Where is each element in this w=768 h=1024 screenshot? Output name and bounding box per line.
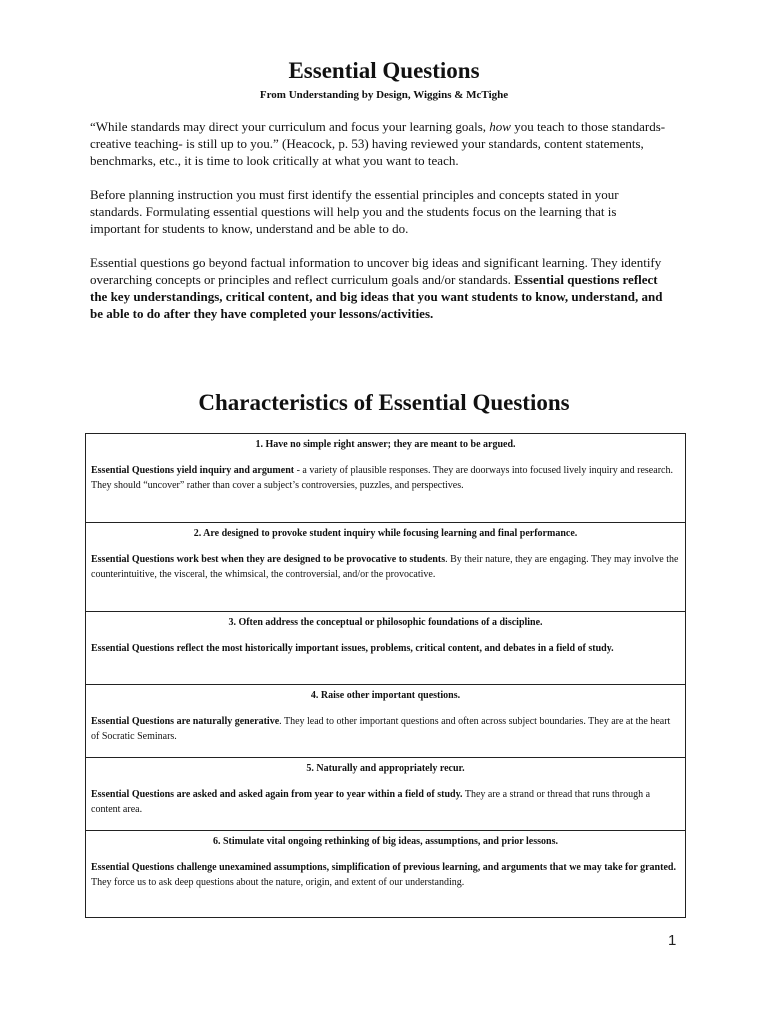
characteristic-description: Essential Questions challenge unexamined assumptions, simplification of previous learning, and arguments that we may take for granted. They force us to ask deep questions about the nature, origin, and extent of our understanding. [91, 862, 676, 888]
intro-section [90, 118, 670, 322]
characteristic-heading: 4. Raise other important questions. [310, 690, 461, 701]
characteristic-description: Essential Questions work best when they are designed to be provocative to students. By their nature, they are engaging. They may involve the counterintuitive, the visceral, the whimsical, the controversial, and/or the provocative. [91, 554, 679, 580]
characteristic-description: Essential Questions are naturally generative. They lead to other important questions and often across subject boundaries. They are at the heart of Socratic Seminars. [91, 716, 671, 742]
table-cell [86, 758, 686, 831]
page-title: Essential Questions [288, 58, 480, 83]
intro-key-statement: Essential questions reflect the key understandings, critical content, and big ideas that you want students to know, understand, and be able to do after they have completed your lessons/activities. [90, 272, 663, 321]
characteristic-heading: 2. Are designed to provoke student inquiry while focusing learning and final performance. [193, 528, 578, 539]
characteristic-heading: 5. Naturally and appropriately recur. [306, 763, 465, 774]
table-row [86, 523, 686, 612]
characteristic-description: Essential Questions are asked and asked again from year to year within a field of study. They are a strand or thread that runs through a content area. [91, 789, 651, 815]
characteristic-description: Essential Questions reflect the most historically important issues, problems, critical content, and debates in a field of study. [91, 643, 614, 654]
table-cell [86, 523, 686, 612]
table-row [86, 831, 686, 918]
table-cell [86, 434, 686, 523]
table-cell [86, 685, 686, 758]
page-number: 1 [668, 932, 677, 949]
characteristic-description: Essential Questions yield inquiry and argument - a variety of plausible responses. They are doorways into focused lively inquiry and research. They should “uncover” rather than cover a subject’s controversies, puzzles, and perspectives. [91, 465, 673, 491]
characteristics-table [85, 433, 686, 918]
table-cell [86, 612, 686, 685]
characteristic-heading: 1. Have no simple right answer; they are meant to be argued. [255, 439, 516, 450]
characteristic-heading: 3. Often address the conceptual or philosophic foundations of a discipline. [228, 617, 543, 628]
section-heading: Characteristics of Essential Questions [198, 390, 570, 415]
intro-paragraph-3: Essential questions go beyond factual information to uncover big ideas and significant learning. They identify overarching concepts or principles and reflect curriculum goals and/or standards. Essential questions reflect the key understandings, critical content, and big ideas that you want students to know, understand, and be able to do after they have completed your lessons/activities. [90, 255, 663, 321]
table-row [86, 758, 686, 831]
emphasis-how: how [489, 119, 511, 134]
table-row [86, 685, 686, 758]
intro-paragraph-1: “While standards may direct your curriculum and focus your learning goals, how you teach to those standards-creative teaching- is still up to you.” (Heacock, p. 53) having reviewed your standards, content statements, benchmarks, etc., it is time to look critically at what you want to teach. [90, 119, 666, 168]
table-row [86, 434, 686, 523]
table-row [86, 612, 686, 685]
characteristic-heading: 6. Stimulate vital ongoing rethinking of big ideas, assumptions, and prior lessons. [213, 836, 558, 847]
table-cell [86, 831, 686, 918]
intro-paragraph-2: Before planning instruction you must first identify the essential principles and concepts stated in your standards. Formulating essential questions will help you and the students focus on the learning that is important for students to know, understand and be able to do. [90, 187, 619, 236]
page-subtitle: From Understanding by Design, Wiggins & McTighe [259, 89, 509, 101]
